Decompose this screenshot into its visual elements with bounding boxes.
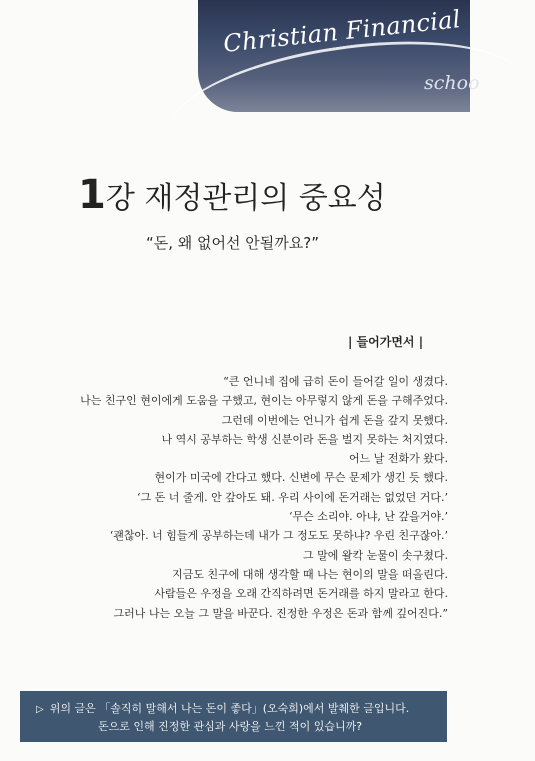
story-line: ‘무슨 소리야. 아냐, 난 갚을거야.’ [289,510,448,524]
brand-title: Christian Financial [222,5,462,58]
chapter-number: 1 [78,172,104,218]
chapter-subtitle: “돈, 왜 없어선 안될까요?” [146,234,319,252]
discussion-question-box [20,691,447,742]
question-line-1: 위의 글은 「솔직히 말해서 나는 돈이 좋다」(오숙희)에서 발췌한 글입니다. [49,702,410,715]
chapter-title [78,172,386,218]
story-line: 현이가 미국에 간다고 했다. 신변에 무슨 문제가 생긴 듯 했다. [154,471,448,485]
story-line: 그러나 나는 오늘 그 말을 바꾼다. 진정한 우정은 돈과 함께 깊어진다.” [113,606,448,620]
header-banner [198,0,480,112]
story-line: 그 말에 왈칵 눈물이 솟구쳤다. [303,548,448,562]
story-line: “큰 언니네 집에 급히 돈이 들어갈 일이 생겼다. [223,375,448,388]
story-line: ‘그 돈 너 줄게. 안 갚아도 돼. 우리 사이에 돈거래는 없었던 거다.’ [137,490,448,504]
brand-subtitle: schoo [424,72,480,94]
triangle-arrow-icon: ▷ [36,704,44,715]
story-text [20,372,448,623]
chapter-title-text: 강 재정관리의 중요성 [105,181,386,216]
story-line: ‘괜찮아. 너 힘들게 공부하는데 내가 그 정도도 못하냐? 우린 친구잖아.’ [109,529,448,543]
question-line-2: 돈으로 인해 진정한 관심과 사랑을 느낀 적이 있습니까? [98,720,363,733]
story-line: 어느 날 전화가 왔다. [349,452,448,466]
story-line: 나는 친구인 현이에게 도움을 구했고, 현이는 아무렇지 않게 돈을 구해주었다. [80,394,448,408]
story-line: 사람들은 우정을 오래 간직하려면 돈거래를 하지 말라고 한다. [154,587,448,601]
story-line: 지금도 친구에 대해 생각할 때 나는 현이의 말을 떠올린다. [172,567,448,581]
section-label: | 들어가면서 | [348,335,424,349]
story-line: 그런데 이번에는 언니가 쉽게 돈을 갚지 못했다. [221,413,448,427]
banner-swoosh [161,22,535,194]
story-line: 나 역시 공부하는 학생 신분이라 돈을 벌지 못하는 처지였다. [161,432,448,446]
